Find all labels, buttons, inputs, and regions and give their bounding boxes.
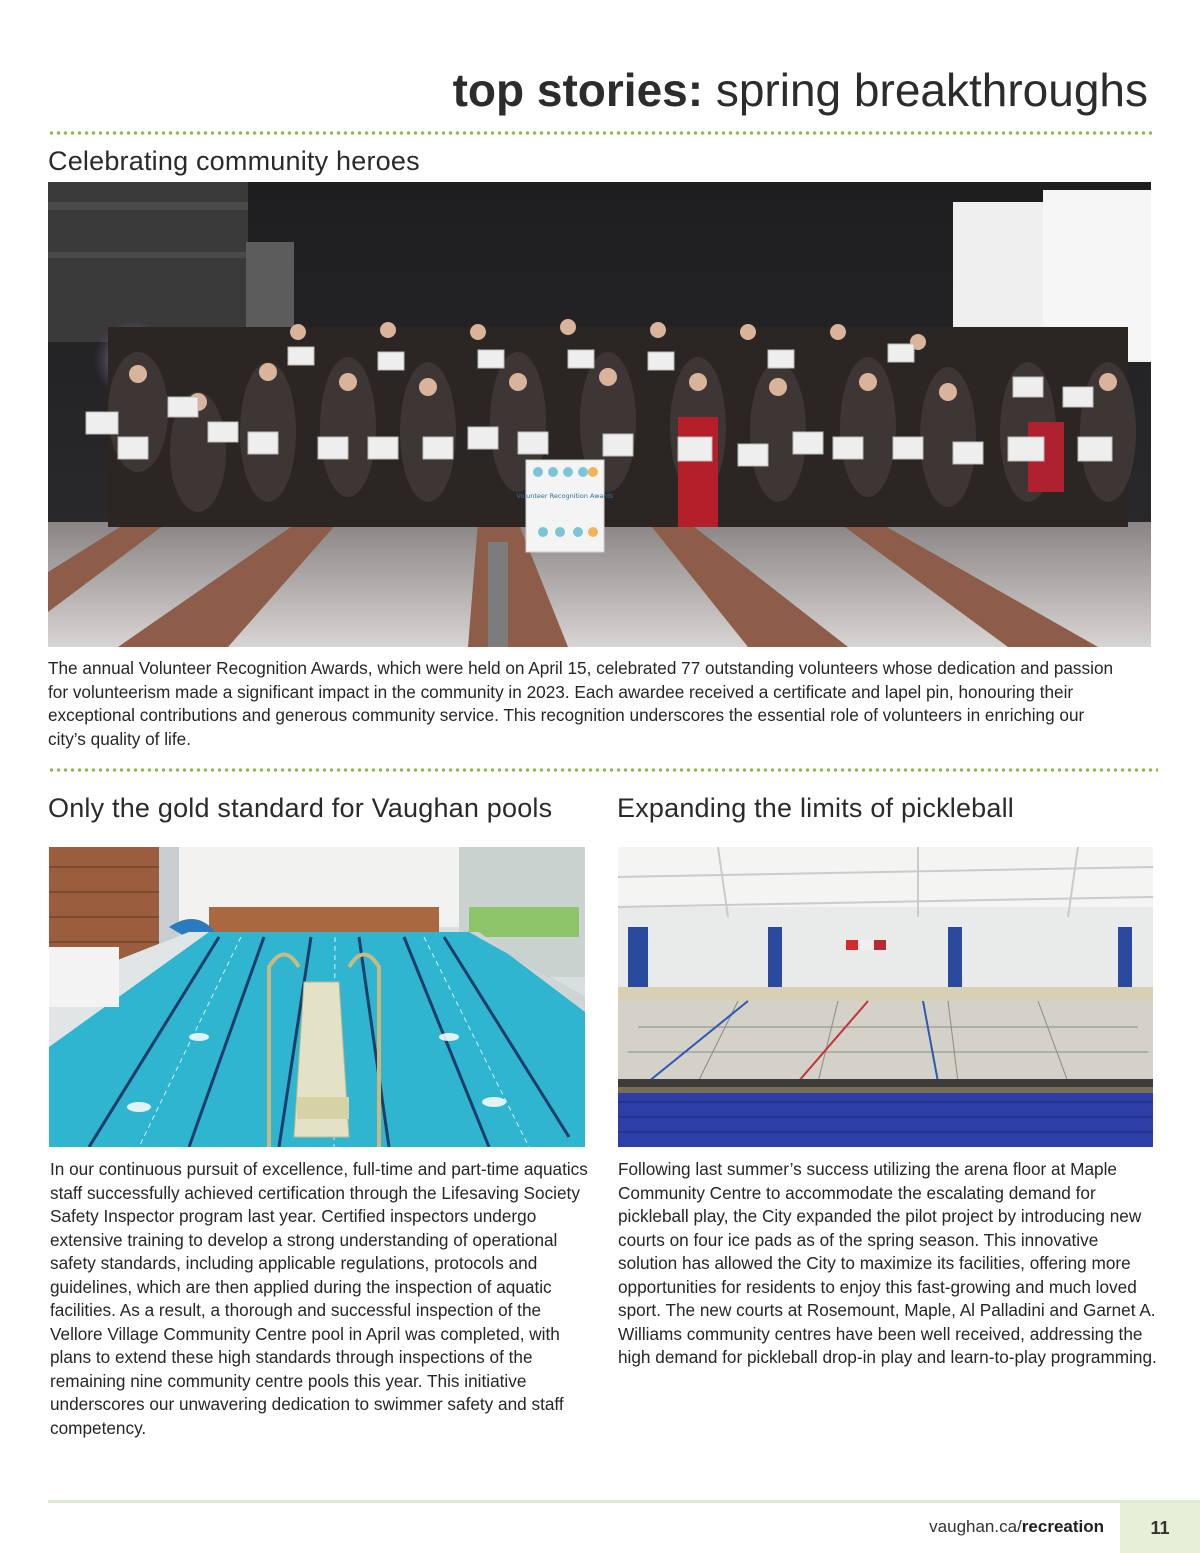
page-title-light: spring breakthroughs	[715, 64, 1148, 116]
pickleball-body: Following last summer’s success utilizing the arena floor at Maple Community Centre to accommodate the escalating demand for pickleball play, the City expanded the pilot project by introducing new courts on four ice pads as of the spring season. This innovative solution has allowed the City to maximize its facilities, offering more opportunities for residents to enjoy this fast-growing and much loved sport. The new courts at Rosemount, Maple, Al Palladini and Garnet A. Williams community centres have been well received, addressing the high demand for pickleball drop-in play and learn-to-play programming.	[618, 1159, 1157, 1367]
pickleball-heading: Expanding the limits of pickleball	[617, 793, 1015, 823]
top-divider	[48, 131, 1152, 135]
pools-photo	[49, 847, 585, 1147]
page-title	[453, 62, 1148, 118]
heroes-photo	[48, 182, 1151, 647]
footer-url[interactable]	[929, 1517, 1104, 1537]
footer-url-prefix: vaughan.ca/	[929, 1517, 1022, 1536]
page-number: 11	[1120, 1503, 1200, 1553]
middle-divider	[48, 768, 1158, 772]
page-title-bold: top stories:	[452, 64, 704, 116]
footer-rule	[48, 1500, 1200, 1503]
pools-heading: Only the gold standard for Vaughan pools	[48, 793, 553, 823]
footer-url-section: recreation	[1021, 1517, 1104, 1536]
pickleball-photo	[618, 847, 1153, 1147]
heroes-body: The annual Volunteer Recognition Awards, which were held on April 15, celebrated 77 outstanding volunteers whose dedication and passion for volunteerism made a significant impact in the community in 2023. Each awardee received a certificate and lapel pin, honouring their exceptional contributions and generous community service. This recognition underscores the essential role of volunteers in enriching our city’s quality of life.	[48, 658, 1114, 749]
heroes-heading: Celebrating community heroes	[48, 146, 420, 176]
pools-body: In our continuous pursuit of excellence, full-time and part-time aquatics staff successfully achieved certification through the Lifesaving Society Safety Inspector program last year. Certified inspectors undergo extensive training to develop a strong understanding of operational safety standards, including applicable regulations, protocols and guidelines, which are then applied during the inspection of aquatic facilities. As a result, a thorough and successful inspection of the Vellore Village Community Centre pool in April was completed, with plans to extend these high standards through inspections of the remaining nine community centre pools this year. This initiative underscores our unwavering dedication to swimmer safety and staff competency.	[50, 1159, 588, 1438]
awards-sign-text: Volunteer Recognition Awards	[516, 492, 614, 500]
